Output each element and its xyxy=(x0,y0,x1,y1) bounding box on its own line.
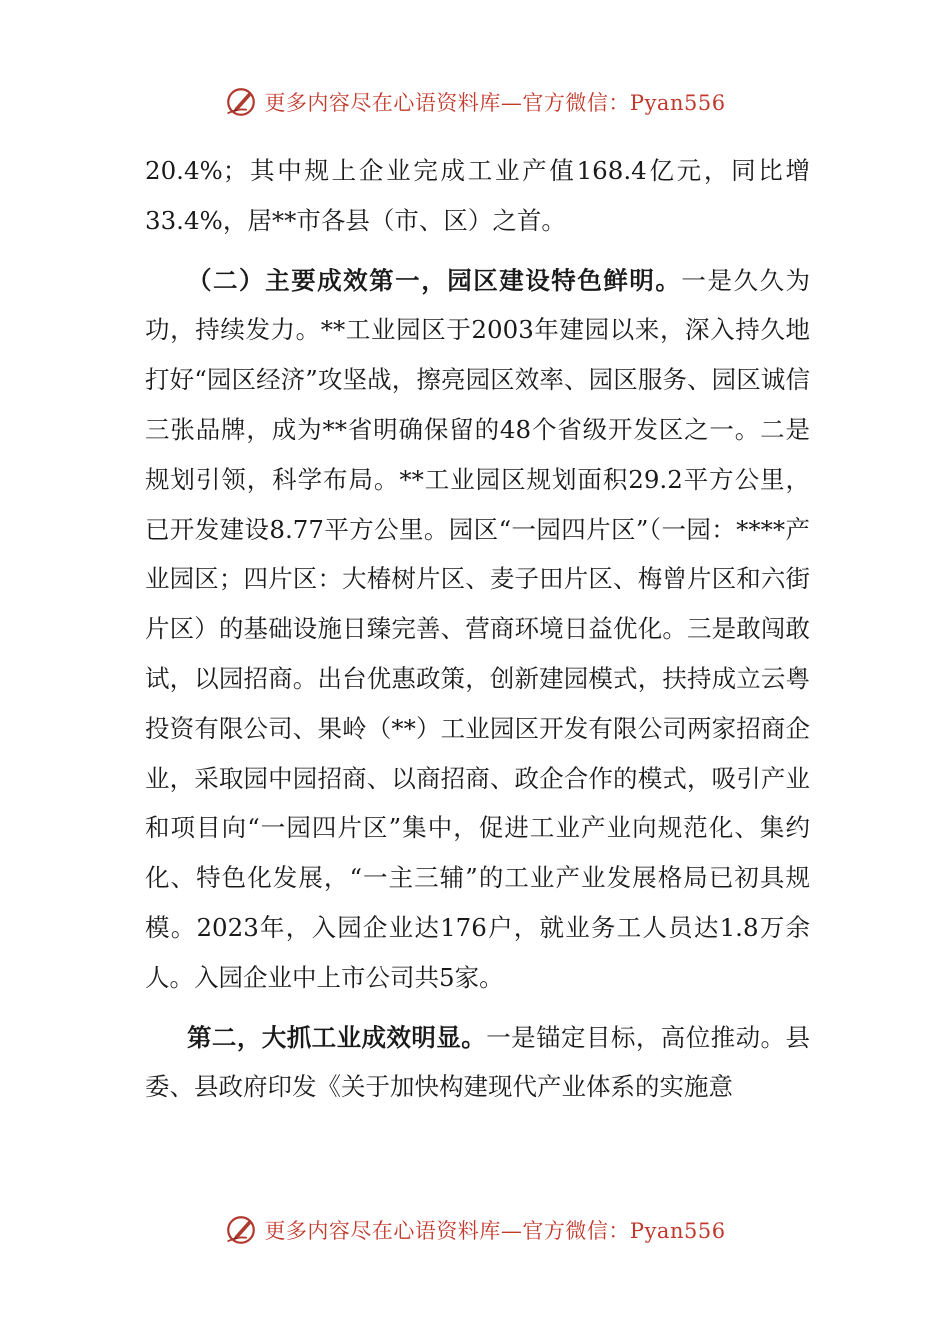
paragraph-1 xyxy=(145,146,810,246)
paragraph-2 xyxy=(145,256,810,1003)
header-banner-text: 更多内容尽在心语资料库—官方微信：Pyan556 xyxy=(264,91,726,115)
footer-banner-text: 更多内容尽在心语资料库—官方微信：Pyan556 xyxy=(264,1219,726,1243)
paragraph-3-text: 一是锚定目标，高位推动。县委、县政府印发《关于加快构建现代产业体系的实施意 xyxy=(145,1022,810,1102)
header-banner xyxy=(0,80,950,124)
paragraph-2-heading: （二）主要成效第一，园区建设特色鲜明。 xyxy=(187,265,682,295)
paragraph-2-text: 一是久久为功，持续发力。**工业园区于2003年建园以来，深入持久地打好“园区经济”攻坚战，擦亮园区效率、园区服务、园区诚信三张品牌，成为**省明确保留的48个省级开发区之一。二是规划引领，科学布局。**工业园区规划面积29.2平方公里，已开发建设8.77平方公里。园区“一园四片区”（一园：****产业园区；四片区：大椿树片区、麦子田片区、梅曾片区和六街片区）的基础设施日臻完善、营商环境日益优化。三是敢闯敢试，以园招商。出台优惠政策，创新建园模式，扶持成立云粤投资有限公司、果岭（**）工业园区开发有限公司两家招商企业，采取园中园招商、以商招商、政企合作的模式，吸引产业和项目向“一园四片区”集中，促进工业产业向规范化、集约化、特色化发展，“一主三辅”的工业产业发展格局已初具规模。2023年，入园企业达176户，就业务工人员达1.8万余人。入园企业中上市公司共5家。 xyxy=(145,265,811,992)
pen-circle-logo-icon xyxy=(224,85,258,119)
pen-circle-logo-icon xyxy=(224,1213,258,1247)
footer-banner xyxy=(0,1208,950,1252)
paragraph-3-heading: 第二，大抓工业成效明显。 xyxy=(187,1022,487,1052)
paragraph-1-text: 20.4%；其中规上企业完成工业产值168.4亿元，同比增33.4%，居**市各县（市、区）之首。 xyxy=(145,156,810,235)
document-body xyxy=(145,146,810,1112)
paragraph-3 xyxy=(145,1013,810,1113)
